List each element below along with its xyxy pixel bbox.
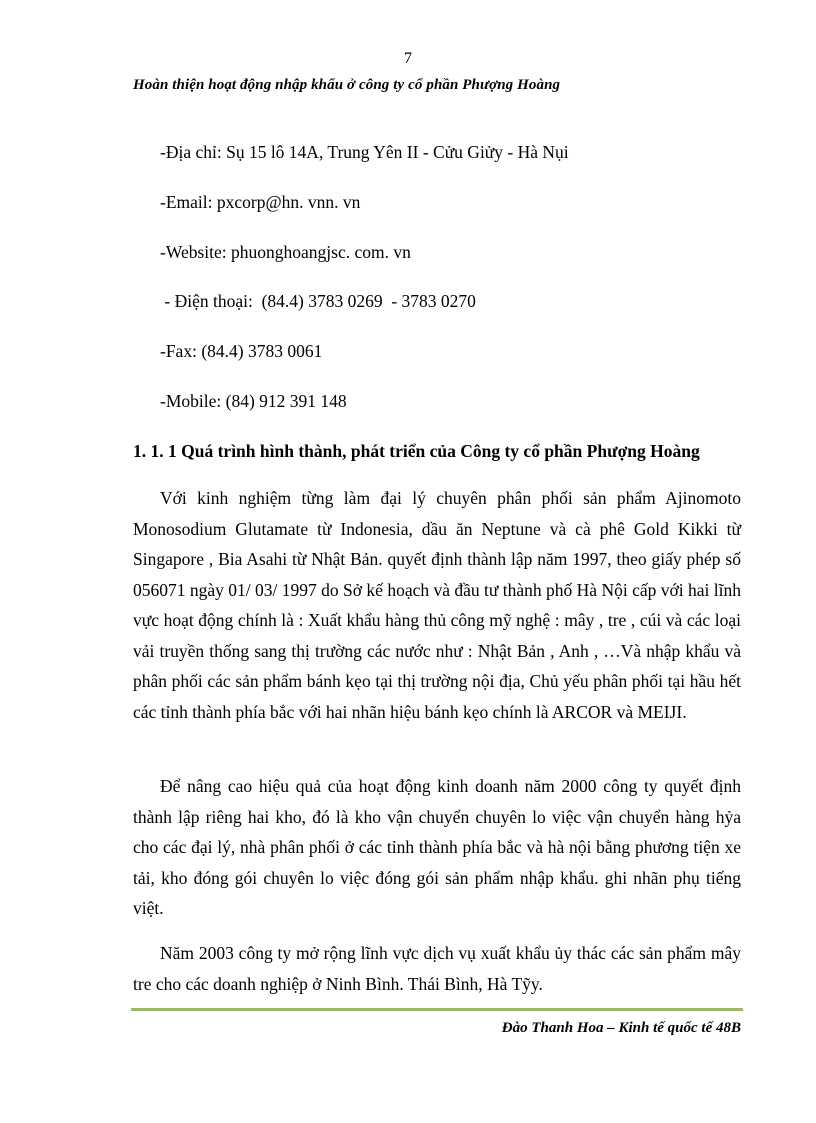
page-number: 7 [404, 50, 412, 67]
paragraph-expansion: Năm 2003 công ty mở rộng lĩnh vực dịch vụ xuất khẩu ủy thác các sản phẩm mây tre cho các doanh nghiệp ở Ninh Bình. Thái Bình, Hà Tỹy. [133, 943, 741, 994]
running-header-title: Hoàn thiện hoạt động nhập khẩu ở công ty cổ phần Phượng Hoàng [133, 77, 561, 93]
section-heading: 1. 1. 1 Quá trình hình thành, phát triển của Công ty cổ phần Phượng Hoàng [133, 441, 700, 461]
contact-mobile: -Mobile: (84) 912 391 148 [160, 391, 347, 411]
paragraph-warehouses: Để nâng cao hiệu quả của hoạt động kinh doanh năm 2000 công ty quyết định thành lập riêng hai kho, đó là kho vận chuyển chuyên lo việc vận chuyển hàng hỷa cho các đại lý, nhà phân phối ở các tỉnh thành phía bắc và hà nội bằng phương tiện xe tải, kho đóng gói chuyên lo việc đóng gói sản phẩm nhập khẩu. ghi nhãn phụ tiếng việt. [133, 776, 741, 918]
contact-address: -Địa chỉ: Sụ 15 lô 14A, Trung Yên II - Cửu Giửy - Hà Nụi [160, 142, 569, 162]
contact-website: -Website: phuonghoangjsc. com. vn [160, 242, 411, 262]
footer-author: Đào Thanh Hoa – Kinh tế quốc tế 48B [501, 1020, 741, 1036]
paragraph-history: Với kinh nghiệm từng làm đại lý chuyên phân phối sản phẩm Ajinomoto Monosodium Glutamate từ Indonesia, dầu ăn Neptune và cà phê Gold Kikki từ Singapore , Bia Asahi từ Nhật Bản. quyết định thành lập năm 1997, theo giấy phép số 056071 ngày 01/ 03/ 1997 do Sở kế hoạch và đầu tư thành phố Hà Nội cấp với hai lĩnh vực hoạt động chính là : Xuất khẩu hàng thủ công mỹ nghệ : mây , tre , cúi và các loại vải truyền thống sang thị trường các nước như : Nhật Bản , Anh , …Và nhập khẩu và phân phối các sản phẩm bánh kẹo tại thị trường nội địa, Chủ yếu phân phối tại hầu hết các tỉnh thành phía bắc với hai nhãn hiệu bánh kẹo chính là ARCOR và MEIJI. [133, 488, 741, 722]
contact-phone: - Điện thoại: (84.4) 3783 0269 - 3783 0270 [160, 291, 476, 311]
contact-fax: -Fax: (84.4) 3783 0061 [160, 341, 323, 361]
footer-divider [131, 1008, 743, 1011]
contact-email: -Email: pxcorp@hn. vnn. vn [160, 192, 361, 212]
